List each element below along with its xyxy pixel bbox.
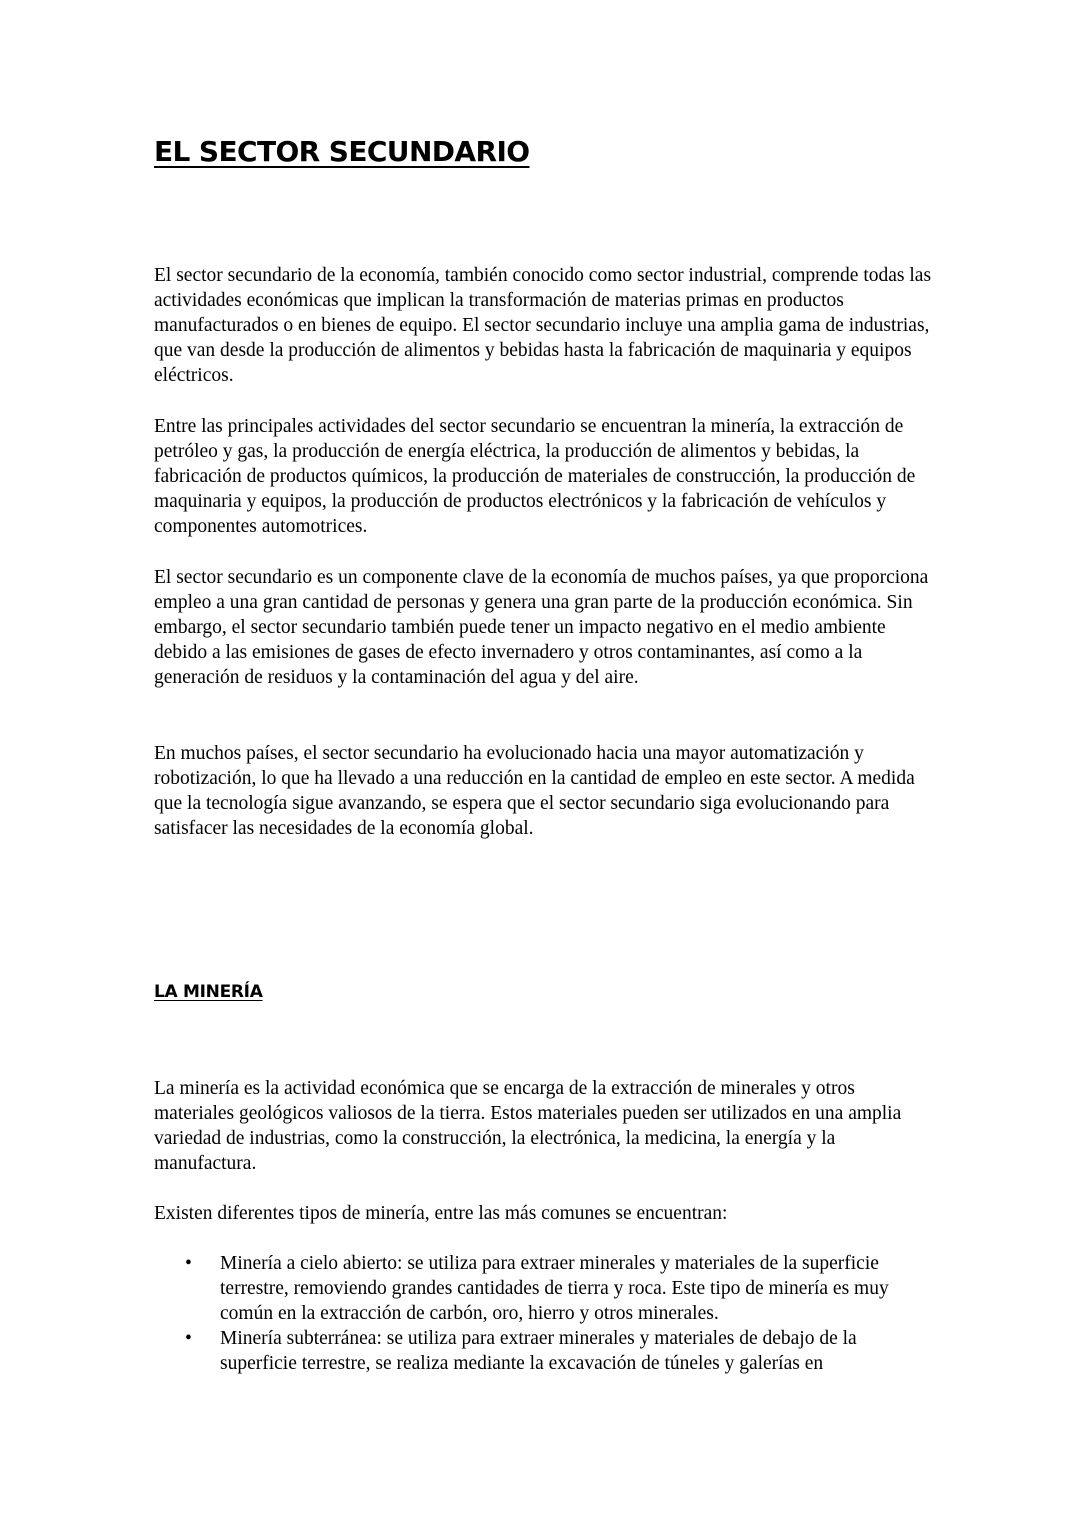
list-item [154,1251,934,1326]
mining-types-list [154,1251,934,1376]
paragraph-activities: Entre las principales actividades del sector secundario se encuentran la minería, la extracción de petróleo y gas, la producción de energía eléctrica, la producción de alimentos y bebidas, la fabricación de productos químicos, la producción de materiales de construcción, la producción de maquinaria y equipos, la producción de productos electrónicos y la fabricación de vehículos y componentes automotrices. [154,416,916,537]
paragraph-mineria-types-intro: Existen diferentes tipos de minería, entre las más comunes se encuentran: [154,1203,728,1224]
paragraph-automation: En muchos países, el sector secundario ha evolucionado hacia una mayor automatización y robotización, lo que ha llevado a una reducción en la cantidad de empleo en este sector. A medida que la tecnología sigue avanzando, se espera que el sector secundario siga evolucionando para satisfacer las necesidades de la economía global. [154,743,915,839]
page-title: EL SECTOR SECUNDARIO [154,135,530,168]
paragraph-intro: El sector secundario de la economía, también conocido como sector industrial, comprende todas las actividades económicas que implican la transformación de materias primas en productos manufacturados o en bienes de equipo. El sector secundario incluye una amplia gama de industrias, que van desde la producción de alimentos y bebidas hasta la fabricación de maquinaria y equipos eléctricos. [154,265,932,386]
paragraph-importance: El sector secundario es un componente clave de la economía de muchos países, ya que proporciona empleo a una gran cantidad de personas y genera una gran parte de la producción económica. Sin embargo, el sector secundario también puede tener un impacto negativo en el medio ambiente debido a las emisiones de gases de efecto invernadero y otros contaminantes, así como a la generación de residuos y la contaminación del agua y del aire. [154,567,929,688]
list-item-text: Minería subterránea: se utiliza para extraer minerales y materiales de debajo de la superficie terrestre, se realiza mediante la excavación de túneles y galerías en [220,1328,857,1374]
paragraph-mineria-definition: La minería es la actividad económica que se encarga de la extracción de minerales y otros materiales geológicos valiosos de la tierra. Estos materiales pueden ser utilizados en una amplia variedad de industrias, como la construcción, la electrónica, la medicina, la energía y la manufactura. [154,1078,902,1174]
bullet-icon: • [185,1328,192,1349]
section-heading-mineria: LA MINERÍA [154,982,263,1002]
list-item [154,1326,934,1376]
bullet-icon: • [185,1253,192,1274]
list-item-text: Minería a cielo abierto: se utiliza para extraer minerales y materiales de la superficie terrestre, removiendo grandes cantidades de tierra y roca. Este tipo de minería es muy común en la extracción de carbón, oro, hierro y otros minerales. [220,1253,889,1324]
